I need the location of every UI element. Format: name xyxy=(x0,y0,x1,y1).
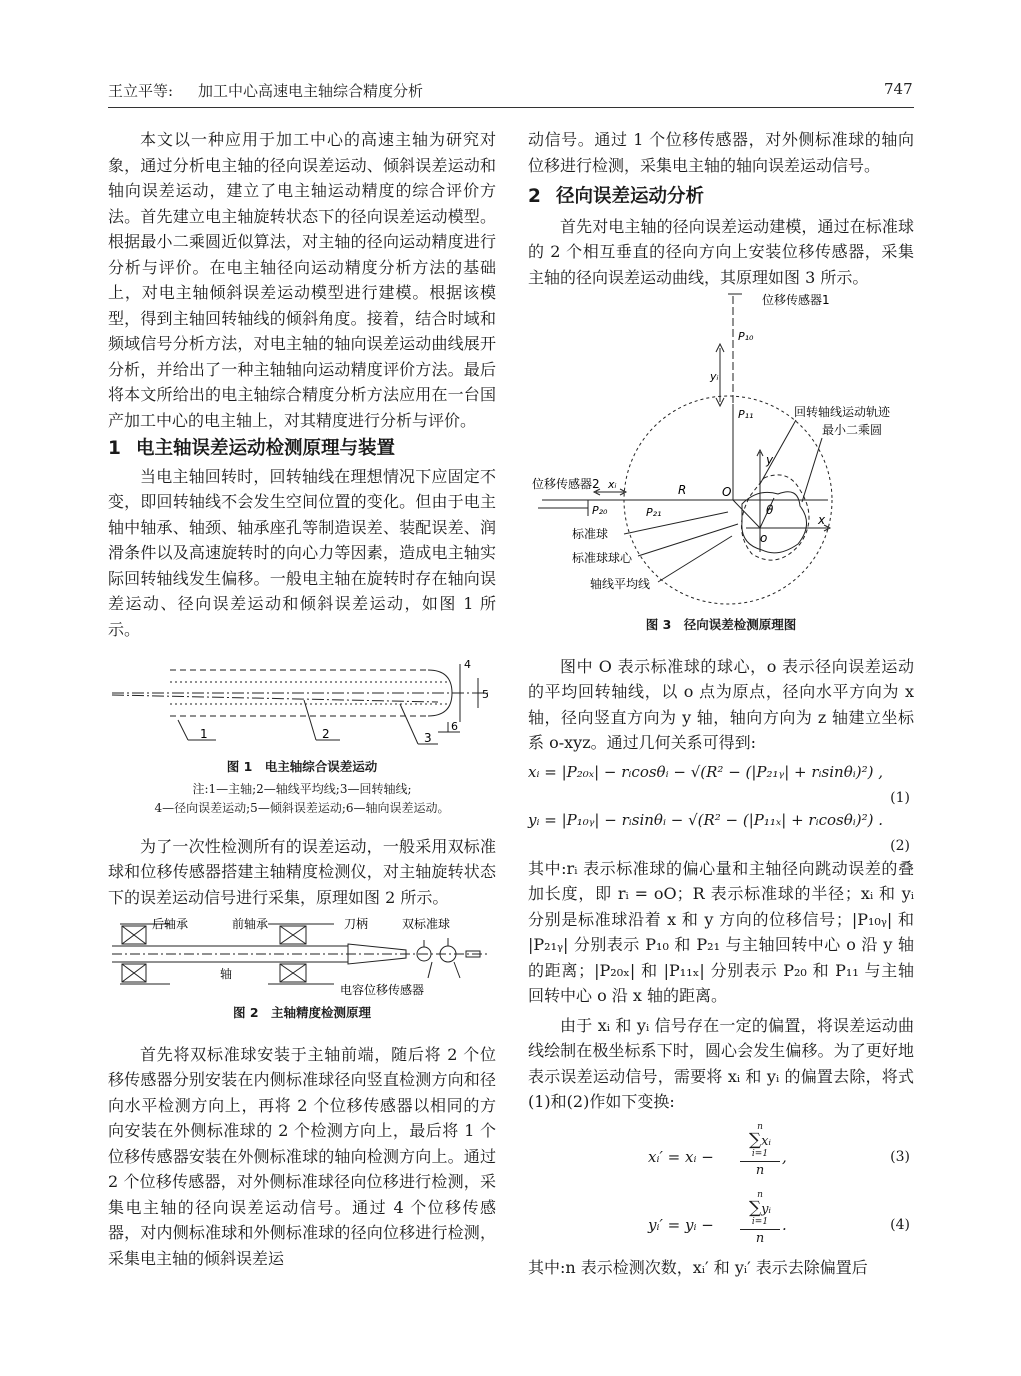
equation-2 xyxy=(528,808,914,834)
equation-2-number-row xyxy=(528,834,914,856)
section-1-paragraph-2: 为了一次性检测所有的误差运动，一般采用双标准球和位移传感器搭建主轴精度检测仪，对主轴旋转状态下的误差运动信号进行采集，原理如图 2 所示。 xyxy=(108,836,496,907)
left-column xyxy=(108,127,496,1271)
figure-2-label-balls: 双标准球 xyxy=(402,917,451,931)
figure-1-label: 5 xyxy=(482,688,489,701)
figure-1-label: 6 xyxy=(451,720,458,733)
figure-3-label: P₂₁ xyxy=(646,506,662,519)
figure-2 xyxy=(108,916,496,1026)
denominator: n xyxy=(755,1230,765,1246)
figure-1-label: 3 xyxy=(424,731,432,745)
figure-2-label-front-bearing: 前轴承 xyxy=(232,917,269,931)
figure-3-label-least-squares-circle: 最小二乘圆 xyxy=(822,423,883,437)
sum-sign: ∑xᵢ xyxy=(748,1129,772,1150)
figure-3-diagram xyxy=(528,292,914,612)
figure-3-label: P₁₀ xyxy=(738,330,754,343)
figure-2-label-tool-holder: 刀柄 xyxy=(344,917,369,931)
figure-3-caption: 图 3 径向误差检测原理图 xyxy=(645,617,797,632)
equation-3-tail: , xyxy=(782,1147,787,1166)
figure-1 xyxy=(108,656,496,818)
equation-3-lhs: xᵢ′ = xᵢ − xyxy=(648,1147,714,1166)
figure-2-diagram xyxy=(108,916,496,998)
intro-paragraph: 本文以一种应用于加工中心的高速主轴为研究对象，通过分析电主轴的径向误差运动、倾斜误差运动和轴向误差运动，建立了电主轴运动精度的综合评价方法。首先建立电主轴旋转状态下的径向误差运动模型。根据最小二乘圆近似算法，对主轴的径向运动精度进行分析与评价。在电主轴径向运动精度分析方法的基础上，对电主轴倾斜误差运动模型进行建模。根据该模型，得到主轴回转轴线的倾斜角度。接着，结合时域和频域信号分析方法，对电主轴的轴向误差运动曲线展开分析，并给出了一种主轴轴向运动精度评价方法。最后将本文所给出的电主轴综合精度分析方法应用在一台国产加工中心的电主轴上，对其精度进行分析与评价。 xyxy=(108,130,496,430)
equation-4-tail: . xyxy=(782,1215,787,1234)
last-paragraph: 其中:n 表示检测次数，xᵢ′ 和 yᵢ′ 表示去除偏置后 xyxy=(528,1257,868,1277)
offset-paragraph: 由于 xᵢ 和 yᵢ 信号存在一定的偏置，将误差运动曲线绘制在极坐标系下时，圆心会发生偏移。为了更好地表示误差运动信号，需要将 xᵢ 和 yᵢ 的偏置去除，将式(1)和(2)作如下变换: xyxy=(528,1015,914,1111)
figure-3-label-ball: 标准球 xyxy=(572,527,609,541)
sum-upper-limit: n xyxy=(757,1189,763,1200)
figure-3-label-sensor-2: 位移传感器2 xyxy=(532,477,600,491)
running-header-authors: 王立平等: xyxy=(108,82,174,100)
section-1-paragraph-3: 首先将双标准球安装于主轴前端，随后将 2 个位移传感器分别安装在内侧标准球径向竖直检测方向和径向水平检测方向上，再将 2 个位移传感器以相同的方向安装在外侧标准球的 2 个检测方向上，最后将 1 个位移传感器安装在外侧标准球的轴向检测方向上。通过 2 个位移传感器，对外侧标准球径向位移进行检测，采集电主轴的径向误差运动信号。通过 4 个位移传感器，对内侧标准球和外侧标准球的径向位移进行检测，采集电主轴的倾斜误差运 xyxy=(108,1044,496,1268)
figure-1-label: 4 xyxy=(464,658,471,671)
equation-3-fraction xyxy=(740,1123,780,1180)
figure-3-label: P₂₀ xyxy=(592,504,608,517)
figure-3-label-trajectory: 回转轴线运动轨迹 xyxy=(794,405,891,419)
page-number: 747 xyxy=(884,80,913,98)
section-number: 1 xyxy=(108,438,121,459)
figure-3-label: y xyxy=(766,453,774,467)
right-column xyxy=(528,127,914,1280)
equation-1 xyxy=(528,760,914,786)
figure-3-label: O xyxy=(722,485,732,499)
sum-upper-limit: n xyxy=(757,1121,763,1132)
header-rule xyxy=(108,107,914,108)
equation-3-number: (3) xyxy=(890,1148,910,1165)
figure-3-label: x xyxy=(818,513,826,527)
figure-2-caption: 图 2 主轴精度检测原理 xyxy=(232,1005,372,1020)
equation-3 xyxy=(528,1123,914,1185)
definition-paragraph: 图中 O 表示标准球的球心，o 表示径向误差运动的平均回转轴线，以 o 点为原点，径向水平方向为 x 轴，径向竖直方向为 y 轴，轴向方向为 z 轴建立坐标系 o-xyz。通过几何关系可得到: xyxy=(528,656,914,752)
section-1-heading xyxy=(108,436,496,462)
figure-1-note: 注:1—主轴;2—轴线平均线;3—回转轴线; xyxy=(192,781,412,796)
figure-3-label-mean-axis: 轴线平均线 xyxy=(590,577,651,591)
section-title: 径向误差运动分析 xyxy=(556,186,705,207)
section-2-heading xyxy=(528,184,914,210)
figure-3-label: yᵢ xyxy=(710,370,719,383)
figure-3 xyxy=(528,292,914,638)
sum-lower-limit: i=1 xyxy=(740,1150,780,1162)
figure-3-label: P₁₁ xyxy=(738,408,754,421)
equation-2-number: (2) xyxy=(890,837,910,854)
section-2-paragraph-1: 首先对电主轴的径向误差运动建模，通过在标准球的 2 个相互垂直的径向方向上安装位移传感器，采集主轴的径向误差运动曲线，其原理如图 3 所示。 xyxy=(528,216,914,287)
figure-2-label-shaft: 轴 xyxy=(220,967,233,981)
figure-3-label: o xyxy=(760,531,768,545)
equation-1-number-row xyxy=(528,786,914,808)
where-paragraph: 其中:rᵢ 表示标准球的偏心量和主轴径向跳动误差的叠加长度，即 rᵢ = oO；R 表示标准球的半径；xᵢ 和 yᵢ 分别是标准球沿着 x 和 y 方向的位移信号；|P₁₀ᵧ| 和 |P₂₁ᵧ| 分别表示 P₁₀ 和 P₂₁ 与主轴回转中心 o 沿 y 轴的距离；|P₂₀ₓ| 和 |P₁₁ₓ| 分别表示 P₂₀ 和 P₁₁ 与主轴回转中心 o 沿 x 轴的距离。 xyxy=(528,858,914,1005)
figure-1-label: 2 xyxy=(322,727,330,741)
figure-3-label: θ xyxy=(766,503,774,517)
equation-4-number: (4) xyxy=(890,1216,910,1233)
sum-lower-limit: i=1 xyxy=(740,1218,780,1230)
continued-paragraph: 动信号。通过 1 个位移传感器，对外侧标准球的轴向位移进行检测，采集电主轴的轴向误差运动信号。 xyxy=(528,130,914,175)
equation-1-body: xᵢ = |P₂₀ₓ| − rᵢcosθᵢ − √(R² − (|P₂₁ᵧ| + rᵢsinθᵢ)²) , xyxy=(528,762,884,781)
figure-1-label: 1 xyxy=(200,727,208,741)
figure-1-note: 4—径向误差运动;5—倾斜误差运动;6—轴向误差运动。 xyxy=(154,800,450,815)
equation-4 xyxy=(528,1191,914,1253)
figure-1-diagram xyxy=(108,656,496,752)
section-title: 电主轴误差运动检测原理与装置 xyxy=(136,438,396,459)
figure-2-label-rear-bearing: 后轴承 xyxy=(152,917,189,931)
equation-2-body: yᵢ = |P₁₀ᵧ| − rᵢsinθᵢ − √(R² − (|P₁₁ₓ| + rᵢcosθᵢ)²) . xyxy=(528,810,884,829)
sum-sign: ∑yᵢ xyxy=(748,1197,772,1218)
denominator: n xyxy=(755,1162,765,1178)
figure-1-caption: 图 1 电主轴综合误差运动 xyxy=(226,759,378,774)
figure-2-label-sensor: 电容位移传感器 xyxy=(340,983,425,997)
equation-4-fraction xyxy=(740,1191,780,1248)
section-number: 2 xyxy=(528,186,541,207)
figure-3-label: xᵢ xyxy=(608,478,617,491)
figure-3-label-ball-center: 标准球球心 xyxy=(572,551,633,565)
figure-3-label-sensor-1: 位移传感器1 xyxy=(762,293,830,307)
equation-1-number: (1) xyxy=(890,789,910,806)
figure-3-label: R xyxy=(678,483,687,497)
running-header-title: 加工中心高速电主轴综合精度分析 xyxy=(198,82,424,100)
equation-4-lhs: yᵢ′ = yᵢ − xyxy=(648,1215,714,1234)
section-1-paragraph-1: 当电主轴回转时，回转轴线在理想情况下应固定不变，即回转轴线不会发生空间位置的变化。但由于电主轴中轴承、轴颈、轴承座孔等制造误差、装配误差、润滑条件以及高速旋转时的向心力等因素，造成电主轴实际回转轴线发生偏移。一般电主轴在旋转时存在轴向误差运动、径向误差运动和倾斜误差运动，如图 1 所示。 xyxy=(108,466,496,639)
